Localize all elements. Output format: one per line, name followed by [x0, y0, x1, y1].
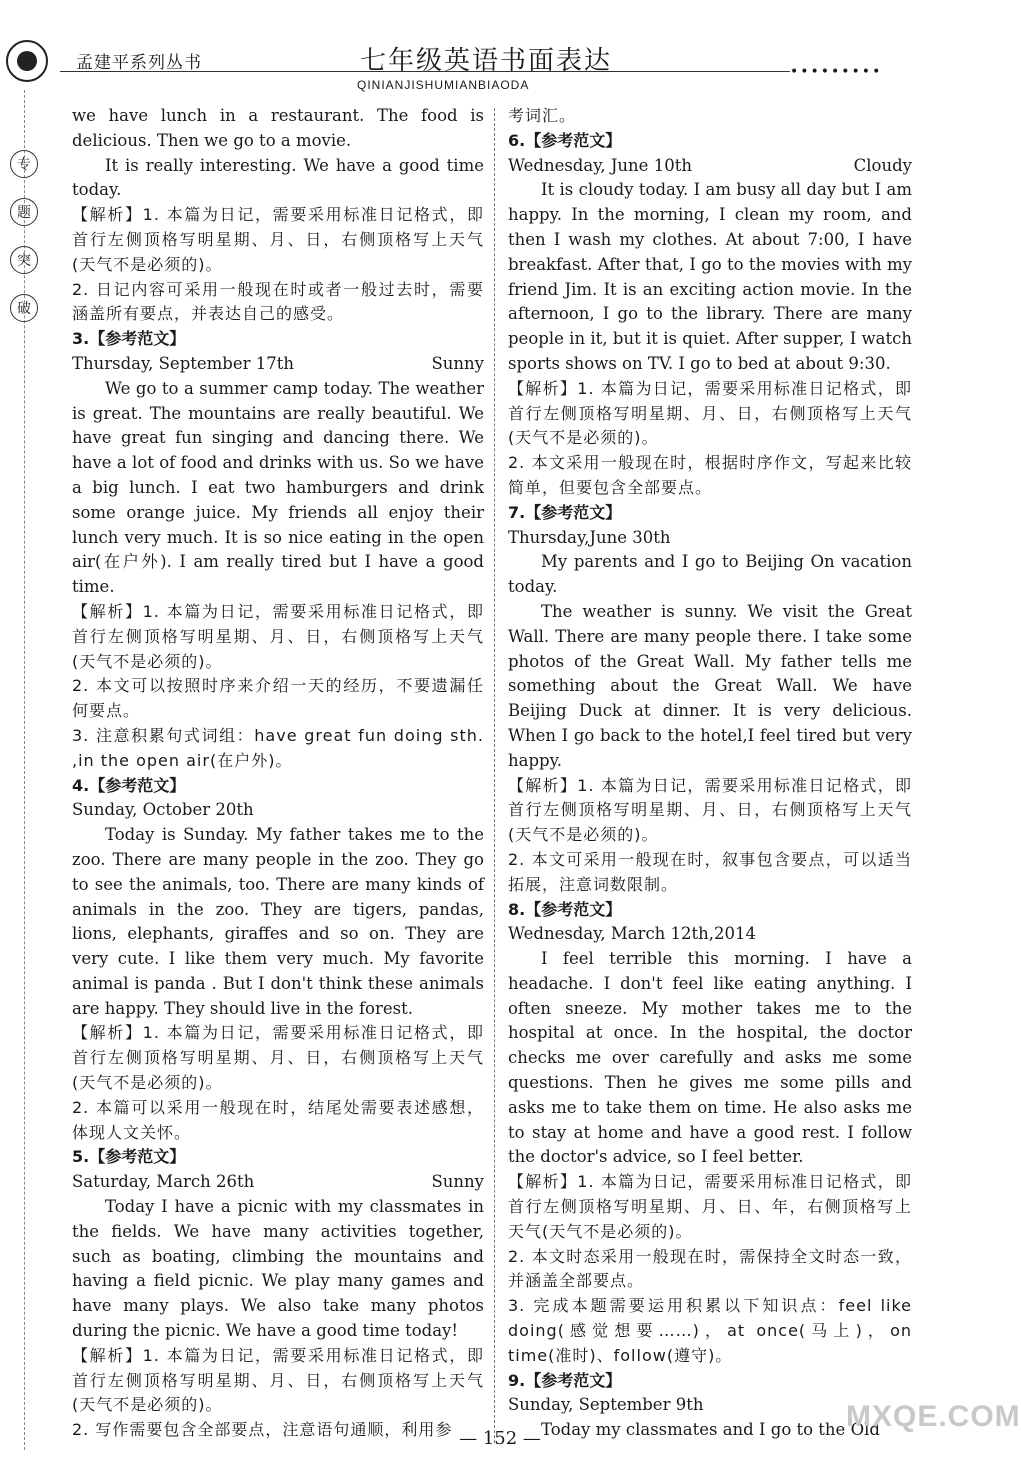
diary-date: Thursday,June 30th: [508, 527, 671, 547]
essay-paragraph: The weather is sunny. We visit the Great Wall. There are many people there. I take some photos of the Great Wall. My father tells me something about the Great Wall. We have Beijing Duck at dinner. It is very delicious. When I go back to the hotel,I feel tired but very happy.: [508, 601, 912, 770]
diary-date: Wednesday, June 10th: [508, 155, 692, 175]
analysis-note: 【解析】1. 本篇为日记，需要采用标准日记格式，即首行左侧顶格写明星期、月、日，右侧顶格写上天气(天气不是必须的)。: [72, 1345, 484, 1415]
analysis-note: 2. 本文采用一般现在时，根据时序作文，写起来比较简单，但要包含全部要点。: [508, 453, 912, 497]
section-heading: 5.【参考范文】: [72, 1147, 186, 1167]
watermark: MXQE.COM: [846, 1400, 1021, 1433]
diary-date-line: [508, 154, 912, 179]
diary-weather: Sunny: [431, 1172, 484, 1192]
diary-date-line: [72, 798, 484, 823]
left-column: [72, 104, 484, 1443]
diary-weather: Cloudy: [853, 155, 912, 175]
analysis-note: 【解析】1. 本篇为日记，需要采用标准日记格式，即首行左侧顶格写明星期、月、日、年，右侧顶格写上天气(天气不是必须的)。: [508, 1172, 912, 1241]
diary-date: Sunday, October 20th: [72, 800, 254, 820]
analysis-note: 2. 日记内容可采用一般现在时或者一般过去时，需要涵盖所有要点，并表达自己的感受。: [72, 279, 484, 324]
diary-date: Saturday, March 26th: [72, 1172, 255, 1192]
section-heading: 7.【参考范文】: [508, 502, 622, 522]
page-header: [0, 0, 1000, 100]
essay-paragraph: Today is Sunday. My father takes me to the zoo. There are many people in the zoo. They go to see the animals, too. There are many kinds of animals in the zoo. They are tigers, pandas, lions, elephants, giraffes and so on. They are very cute. I like them very much. My favorite animal is panda . But I don't think these animals are happy. They should live in the forest.: [72, 825, 484, 1018]
paragraph: we have lunch in a restaurant. The food is delicious. Then we go to a movie.: [72, 106, 484, 150]
essay-paragraph: It is cloudy today. I am busy all day but I am happy. In the morning, I clean my room, and then I wash my clothes. At about 7:00, I have breakfast. After that, I go to the movies with my friend Jim. It is an exciting action movie. In the afternoon, I go to the library. There are many people in it, but it is quiet. After supper, I watch sports shows on TV. I go to bed at about 9:30.: [508, 180, 912, 373]
essay-paragraph: Today I have a picnic with my classmates in the fields. We have many activities together, such as boating, climbing the mountains and having a field picnic. We play many games and have many plays. We also take many photos during the picnic. We have a good time today!: [72, 1197, 484, 1341]
page-number: — 152 —: [459, 1428, 541, 1449]
section-heading: 3.【参考范文】: [72, 329, 186, 349]
section-badge: 专: [10, 150, 38, 178]
analysis-note: 【解析】1. 本篇为日记，需要采用标准日记格式，即首行左侧顶格写明星期、月、日，右侧顶格写上天气(天气不是必须的)。: [508, 775, 912, 845]
essay-paragraph: My parents and I go to Beijing On vacation today.: [508, 552, 912, 597]
essay-paragraph: It is really interesting. We have a good time today.: [72, 155, 484, 200]
publisher-logo-icon: [6, 40, 48, 82]
section-badge: 破: [10, 294, 38, 322]
section-badge: 突: [10, 246, 38, 274]
series-name: 孟建平系列丛书: [76, 53, 202, 73]
diary-date-line: [508, 922, 912, 947]
analysis-note: 【解析】1. 本篇为日记，需要采用标准日记格式，即首行左侧顶格写明星期、月、日，右侧顶格写上天气(天气不是必须的)。: [72, 205, 484, 274]
essay-paragraph: I feel terrible this morning. I have a headache. I don't feel like eating anything. I often sneeze. My mother takes me to the hospital at once. In the hospital, the doctor checks me over carefully and asks me some questions. Then he gives me some pills and asks me to take them on time. He also asks me to stay at home and have a good rest. I follow the doctor's advice, so I feel better.: [508, 949, 912, 1167]
diary-weather: Sunny: [431, 353, 484, 373]
right-column: [508, 104, 912, 1443]
diary-date: Wednesday, March 12th,2014: [508, 924, 757, 944]
analysis-note: 2. 本文可以按照时序来介绍一天的经历，不要遗漏任何要点。: [72, 676, 484, 721]
analysis-note: 2. 本文时态采用一般现在时，需保持全文时态一致，并涵盖全部要点。: [508, 1246, 912, 1291]
diary-date: Thursday, September 17th: [72, 353, 295, 373]
section-heading: 6.【参考范文】: [508, 130, 622, 150]
essay-paragraph: Today my classmates and I go to the Old: [541, 1420, 880, 1440]
analysis-note: 3. 完成本题需要运用积累以下知识点：feel like doing(感觉想要……)，at once(马上)，on time(准时)、follow(遵守)。: [508, 1296, 912, 1365]
analysis-note: 2. 本篇可以采用一般现在时，结尾处需要表述感想，体现人文关怀。: [72, 1097, 484, 1142]
analysis-note: 2. 本文可采用一般现在时，叙事包含要点，可以适当拓展，注意词数限制。: [508, 849, 912, 894]
diary-date-line: [72, 352, 484, 377]
header-rule: [60, 71, 790, 72]
analysis-note: 【解析】1. 本篇为日记，需要采用标准日记格式，即首行左侧顶格写明星期、月、日，右侧顶格写上天气(天气不是必须的)。: [508, 378, 912, 448]
essay-paragraph: We go to a summer camp today. The weather is great. The mountains are really beautiful. We have great fun singing and dancing there. We have a lot of food and drinks with us. So we have a big lunch. I eat two hamburgers and drink some orange juice. My friends all enjoy their lunch very much. It is so nice eating in the open air(在户外). I am really tired but I have a good time.: [72, 378, 484, 597]
analysis-note: 【解析】1. 本篇为日记，需要采用标准日记格式，即首行左侧顶格写明星期、月、日，右侧顶格写上天气(天气不是必须的)。: [72, 1023, 484, 1093]
section-heading: 4.【参考范文】: [72, 775, 186, 795]
diary-date: Sunday, September 9th: [508, 1395, 704, 1415]
diary-date-line: [72, 1170, 484, 1195]
column-divider: [494, 108, 495, 1443]
section-heading: 8.【参考范文】: [508, 899, 622, 919]
analysis-note: 考词汇。: [508, 106, 577, 125]
book-title: 七年级英语书面表达: [360, 46, 613, 76]
section-badges: [10, 150, 40, 342]
book-title-pinyin: QINIANJISHUMIANBIAODA: [357, 78, 530, 92]
header-dots: •••••••••: [790, 64, 883, 80]
analysis-note: 2. 写作需要包含全部要点，注意语句通顺，利用参: [72, 1420, 453, 1440]
section-badge: 题: [10, 198, 38, 226]
section-heading: 9.【参考范文】: [508, 1370, 622, 1390]
analysis-note: 【解析】1. 本篇为日记，需要采用标准日记格式，即首行左侧顶格写明星期、月、日，右侧顶格写上天气(天气不是必须的)。: [72, 601, 484, 671]
diary-date-line: [508, 526, 912, 551]
analysis-note: 3. 注意积累句式词组：have great fun doing sth. ,in the open air(在户外)。: [72, 725, 484, 770]
